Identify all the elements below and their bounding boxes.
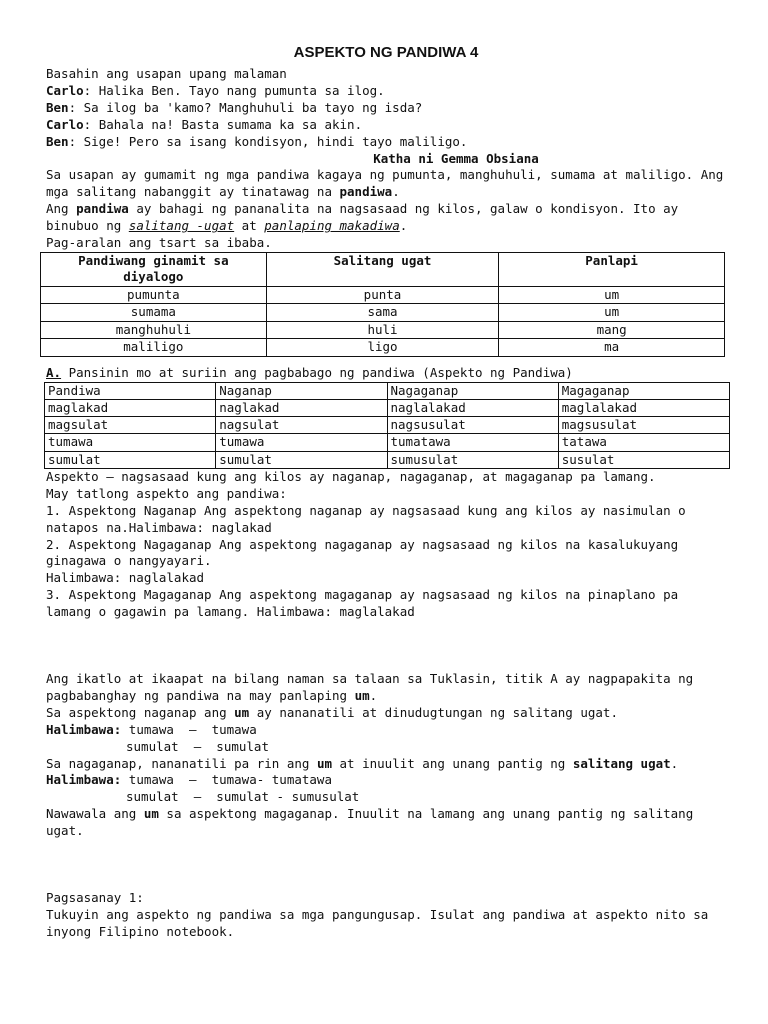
dialogue-line	[46, 83, 726, 100]
section-a-heading	[46, 365, 726, 382]
nagaganap-rule	[46, 756, 726, 773]
text-span: Sa usapan ay gumamit ng mga pandiwa kagaya ng pumunta, manghuhuli, sumama at maliligo. Ang mga salitang nabanggit ay tinatawag na	[46, 167, 731, 200]
example-text: tumawa – tumawa- tumatawa	[121, 772, 332, 788]
aspekto-item-2: 2. Aspektong Nagaganap Ang aspektong nagaganap ay nagsasaad ng kilos na kasalukuyang ginagawa o nangyayari.	[46, 536, 686, 569]
table-cell: maliligo	[41, 339, 267, 357]
text-span: .	[392, 184, 400, 200]
bold-term: pandiwa	[339, 184, 393, 200]
example-label: Halimbawa:	[46, 721, 122, 737]
table-cell: maglakad	[45, 400, 216, 417]
text-span: ay bahagi ng pananalita na nagsasaad ng kilos, galaw o kondisyon. Ito ay binubuo ng	[46, 201, 686, 234]
table-row	[41, 321, 725, 339]
bold-term: um	[234, 704, 250, 720]
aspekto-item-3: 3. Aspektong Magaganap Ang aspektong magaganap ay nagsasaad ng kilos na pinaplano pa lamang o gagawin pa lamang. Halimbawa: maglalakad	[46, 587, 686, 620]
dialogue-text: : Bahala na! Basta sumama ka sa akin.	[83, 116, 363, 132]
spacer	[46, 357, 726, 365]
paragraph-pandiwa-examples	[46, 167, 731, 201]
table-cell: punta	[266, 286, 499, 304]
table-cell: mang	[499, 321, 725, 339]
table-cell: huli	[266, 321, 499, 339]
table-cell: um	[499, 286, 725, 304]
spacer	[46, 621, 726, 671]
bold-term: um	[143, 806, 159, 822]
example-2-line-1	[46, 772, 726, 789]
underlined-term: salitang -ugat	[128, 218, 235, 234]
bold-term: um	[354, 687, 370, 703]
table-cell: sumulat	[45, 451, 216, 468]
example-2-line-2: sumulat – sumulat - sumusulat	[126, 789, 360, 805]
table-row	[41, 286, 725, 304]
text-span: .	[369, 687, 378, 703]
paragraph-ikatlo	[46, 671, 726, 705]
table-cell: sama	[266, 304, 499, 322]
table-cell: tumawa	[216, 434, 387, 451]
bold-term: um	[316, 755, 332, 771]
section-text: Pansinin mo at suriin ang pagbabago ng pandiwa (Aspekto ng Pandiwa)	[61, 364, 573, 380]
dialogue-text: : Sige! Pero sa isang kondisyon, hindi tayo maliligo.	[68, 133, 468, 149]
table-cell: manghuhuli	[41, 321, 267, 339]
table-row	[45, 434, 730, 451]
underlined-term: panlaping makadiwa	[264, 218, 400, 234]
table-cell: ma	[499, 339, 725, 357]
aspekto-item-1: 1. Aspektong Naganap Ang aspektong naganap ay nagsasaad kung ang kilos ay nasimulan o natapos na.Halimbawa: naglakad	[46, 502, 694, 535]
text-span: sa aspektong magaganap. Inuulit na lamang ang unang pantig ng salitang ugat.	[46, 806, 701, 839]
text-span: Ang ikatlo at ikaapat na bilang naman sa talaan sa Tuklasin, titik A ay nagpapakita ng pagbabanghay ng pandiwa na may panlaping	[46, 671, 701, 703]
document-page	[46, 42, 731, 941]
table-row	[41, 339, 725, 357]
bold-term: pandiwa	[76, 201, 129, 217]
table-cell: Nagaganap	[387, 382, 558, 399]
text-span: Sa nagaganap, nananatili pa rin ang	[46, 755, 317, 771]
table-cell: susulat	[558, 451, 729, 468]
example-1-line-1	[46, 722, 726, 739]
bold-term: salitang ugat	[572, 755, 671, 771]
pagsasanay-instruction: Tukuyin ang aspekto ng pandiwa sa mga pangungusap. Isulat ang pandiwa at aspekto nito sa inyong Filipino notebook.	[46, 907, 716, 939]
table-cell: magsusulat	[558, 417, 729, 434]
table-cell: pumunta	[41, 286, 267, 304]
example-text: tumawa – tumawa	[121, 721, 257, 737]
dialogue-text: : Halika Ben. Tayo nang pumunta sa ilog.	[83, 82, 385, 98]
table-cell: naglakad	[216, 400, 387, 417]
text-span: ay nananatili at dinudugtungan ng salitang ugat.	[249, 704, 618, 720]
table-cell: ligo	[266, 339, 499, 357]
study-instruction: Pag-aralan ang tsart sa ibaba.	[46, 235, 272, 251]
speaker-name: Carlo	[46, 116, 84, 132]
table-cell: um	[499, 304, 725, 322]
spacer	[46, 840, 726, 890]
page-title: ASPEKTO NG PANDIWA 4	[293, 44, 479, 61]
table-cell: sumama	[41, 304, 267, 322]
dialogue-text: : Sa ilog ba 'kamo? Manghuhuli ba tayo ng isda?	[68, 99, 423, 115]
pandiwa-chart-table	[40, 252, 725, 357]
table-header-row	[41, 252, 725, 286]
table-header: Panlapi	[499, 252, 725, 286]
dialogue	[46, 83, 726, 151]
dialogue-line	[46, 117, 726, 134]
table-row	[45, 417, 730, 434]
text-span: Ang	[46, 201, 77, 217]
table-cell: nagsulat	[216, 417, 387, 434]
table-cell: sumusulat	[387, 451, 558, 468]
table-cell: tatawa	[558, 434, 729, 451]
table-cell: Magaganap	[558, 382, 729, 399]
table-header: Pandiwang ginamit sa diyalogo	[41, 252, 267, 286]
text-span: Sa aspektong naganap ang	[46, 704, 235, 720]
table-cell: Pandiwa	[45, 382, 216, 399]
speaker-name: Ben	[46, 133, 69, 149]
dialogue-line	[46, 134, 726, 151]
tatlong-aspekto: May tatlong aspekto ang pandiwa:	[46, 485, 287, 501]
pagsasanay-heading: Pagsasanay 1:	[46, 890, 144, 906]
text-span: .	[670, 755, 679, 771]
table-header: Salitang ugat	[266, 252, 499, 286]
text-span: at	[234, 218, 265, 234]
table-cell: tumatawa	[387, 434, 558, 451]
table-row	[45, 451, 730, 468]
section-label: A.	[46, 364, 62, 380]
speaker-name: Carlo	[46, 82, 84, 98]
aspekto-table	[44, 382, 730, 469]
table-cell: Naganap	[216, 382, 387, 399]
magaganap-rule	[46, 806, 726, 840]
table-row	[45, 400, 730, 417]
table-cell: tumawa	[45, 434, 216, 451]
paragraph-pandiwa-definition	[46, 201, 726, 235]
speaker-name: Ben	[46, 99, 69, 115]
example-1-line-2: sumulat – sumulat	[126, 738, 269, 754]
text-span: at inuulit ang unang pantig ng	[332, 755, 573, 771]
text-span: Nawawala ang	[46, 806, 144, 822]
aspekto-item-2-example: Halimbawa: naglalakad	[46, 570, 205, 586]
table-cell: maglalakad	[558, 400, 729, 417]
example-label: Halimbawa:	[46, 772, 122, 788]
dialogue-line	[46, 100, 726, 117]
intro-text: Basahin ang usapan upang malaman	[46, 66, 287, 81]
aspekto-definition: Aspekto – nagsasaad kung ang kilos ay naganap, nagaganap, at magaganap pa lamang.	[46, 468, 656, 484]
author-credit: Katha ni Gemma Obsiana	[373, 150, 539, 166]
table-cell: sumulat	[216, 451, 387, 468]
table-cell: naglalakad	[387, 400, 558, 417]
text-span: .	[399, 218, 408, 234]
table-row	[41, 304, 725, 322]
naganap-rule	[46, 705, 726, 722]
table-row	[45, 382, 730, 399]
table-cell: magsulat	[45, 417, 216, 434]
table-cell: nagsusulat	[387, 417, 558, 434]
